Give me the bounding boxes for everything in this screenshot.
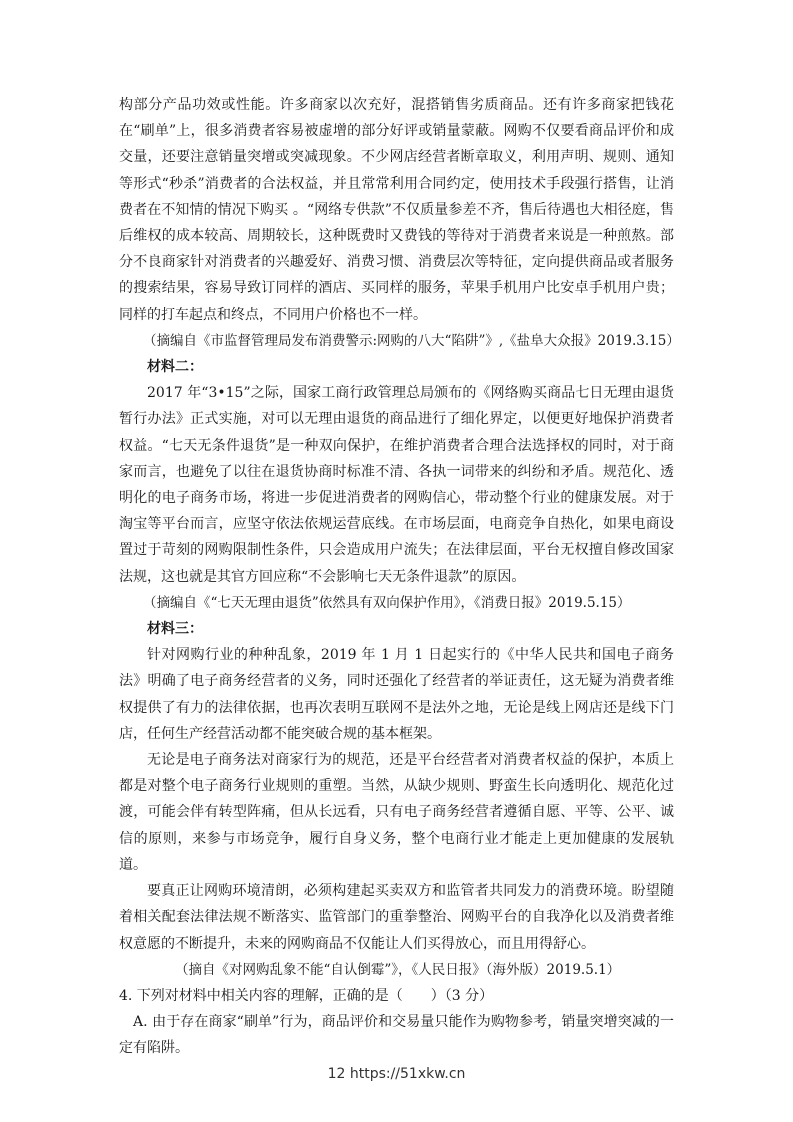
material1-paragraph: 构部分产品功效或性能。许多商家以次充好，混搭销售劣质商品。还有许多商家把钱花在“刷单”上，很多消费者容易被虚增的部分好评或销量蒙蔽。网购不仅要看商品评价和成交量，还要注意销量突增或突减现象。不少网店经营者断章取义，利用声明、规则、通知等形式“秒杀”消费者的合法权益，并且常常利用合同约定，使用技术手段强行搭售，让消费者在不知情的情况下购买 。“网络专供款”不仅质量参差不齐，售后待遇也大相径庭，售后维权的成本较高、周期较长，这种既费时又费钱的等待对于消费者来说是一种煎熬。部分不良商家针对消费者的兴趣爱好、消费习惯、消费层次等特征，定向提供商品或者服务的搜索结果，容易导致订同样的酒店、买同样的服务，苹果手机用户比安卓手机用户贵；同样的打车起点和终点，不同用户价格也不一样。 [119, 97, 674, 323]
material3-source: （摘自《对网购乱象不能“自认倒霉”》，《人民日报》（海外版）2019.5.1） [175, 961, 621, 978]
material3-heading: 材料三： [147, 621, 203, 638]
material2-heading: 材料二： [147, 359, 203, 376]
material2-paragraph: 2017 年“3•15”之际，国家工商行政管理总局颁布的《网络购买商品七日无理由退货暂行办法》正式实施，对可以无理由退货的商品进行了细化界定，以便更好地保护消费者权益。“七天无条件退货”是一种双向保护，在维护消费者合理合法选择权的同时，对于商家而言，也避免了以往在退货协商时标准不清、各执一词带来的纠纷和矛盾。规范化、透明化的电子商务市场，将进一步促进消费者的网购信心，带动整个行业的健康发展。对于淘宝等平台而言，应坚守依法依规运营底线。在市场层面，电商竞争自热化，如果电商设置过于苛刻的网购限制性条件，只会造成用户流失；在法律层面，平台无权擅自修改国家法规，这也就是其官方回应称“不会影响七天无条件退款”的原因。 [119, 385, 674, 585]
document-body [119, 92, 680, 1062]
page-footer: 12 https://51xkw.cn [327, 1066, 466, 1082]
material2-source: （摘编自《“七天无理由退货”依然具有双向保护作用》，《消费日报》2019.5.15） [143, 594, 631, 611]
material3-paragraph-1: 针对网购行业的种种乱象，2019 年 1 月 1 日起实行的《中华人民共和国电子商务法》明确了电子商务经营者的义务，同时还强化了经营者的举证责任，这无疑为消费者维权提供了有力的法律依据，也再次表明互联网不是法外之地，无论是线上网店还是线下门店，任何生产经营活动都不能突破合规的基本框架。 [119, 647, 674, 742]
material3-paragraph-3: 要真正让网购环境清朗，必须构建起买卖双方和监管者共同发力的消费环境。盼望随着相关配套法律法规不断落实、监管部门的重拳整治、网购平台的自我净化以及消费者维权意愿的不断提升，未来的网购商品不仅能让人们买得放心，而且用得舒心。 [119, 883, 674, 952]
question-stem: 4. 下列对材料中相关内容的理解，正确的是（ ）（3 分） [119, 987, 494, 1004]
material3-paragraph-2: 无论是电子商务法对商家行为的规范，还是平台经营者对消费者权益的保护，本质上都是对整个电子商务行业规则的重塑。当然，从缺少规则、野蛮生长向透明化、规范化过渡，可能会伴有转型阵痛，但从长远看，只有电子商务经营者遵循自愿、平等、公平、诚信的原则，来参与市场竞争，履行自身义务，整个电商行业才能走上更加健康的发展轨道。 [119, 752, 674, 873]
question-option-a: A. 由于存在商家“刷单”行为，商品评价和交易量只能作为购物参考，销量突增突减的一定有陷阱。 [119, 1014, 674, 1057]
material1-source: （摘编自《市监督管理局发布消费警示:网购的八大“陷阱”》,《盐阜大众报》2019.3.15） [143, 332, 680, 349]
